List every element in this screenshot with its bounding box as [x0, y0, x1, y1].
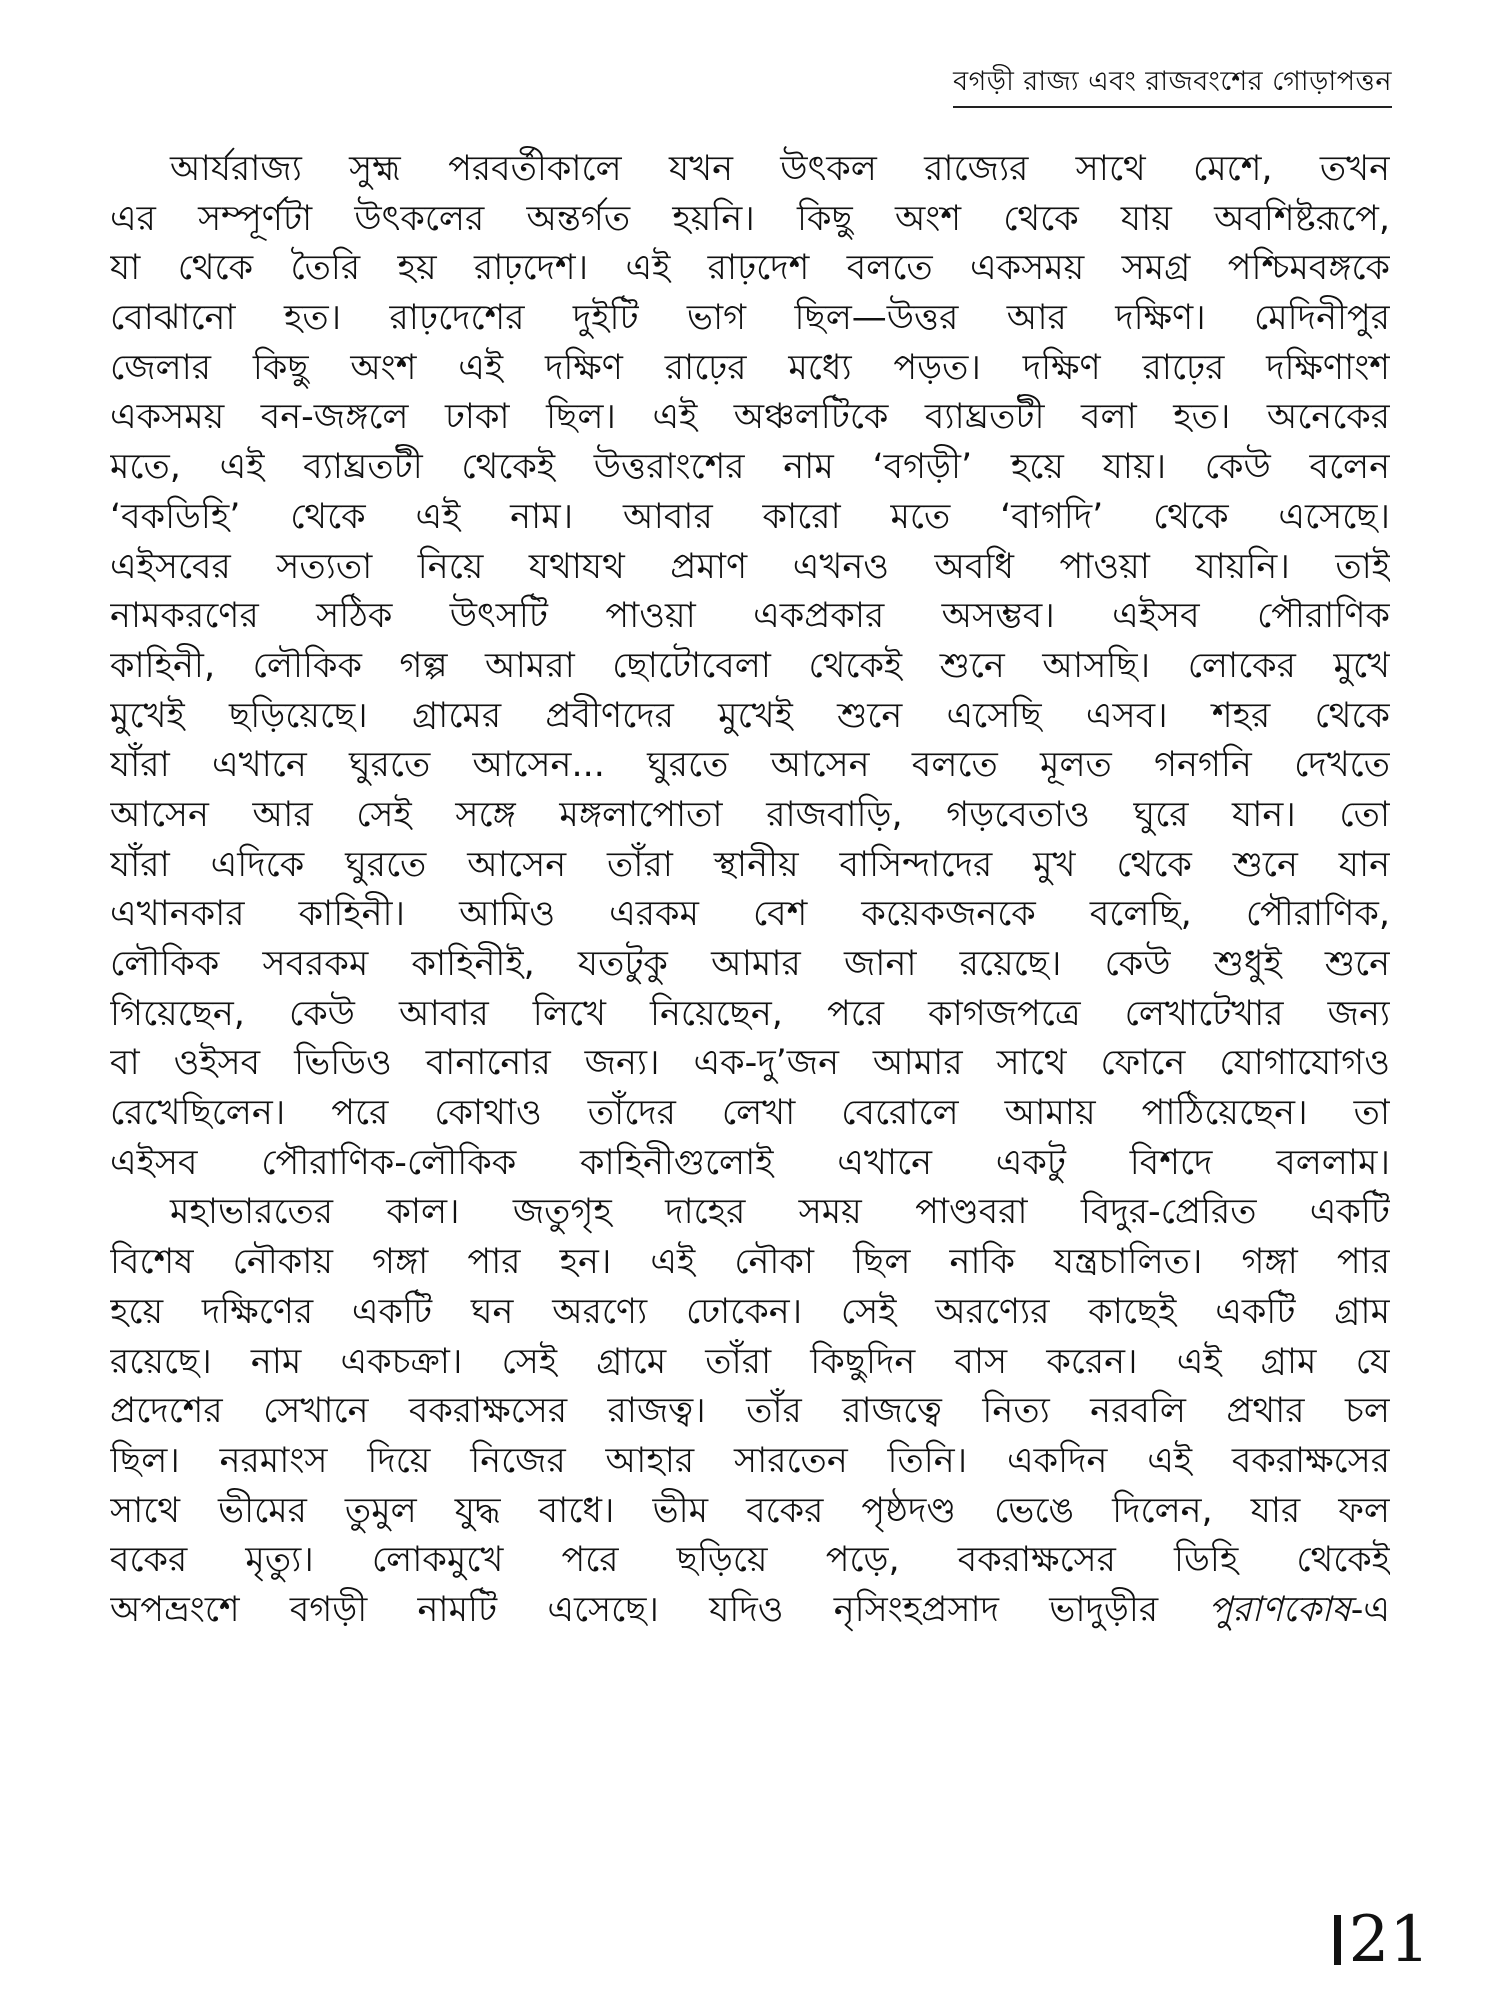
text-line: রয়েছে। নাম একচক্রা। সেই গ্রামে তাঁরা কিছুদিন বাস করেন। এই গ্রাম যে: [110, 1341, 1390, 1382]
text-line: এর সম্পূর্ণটা উৎকলের অন্তর্গত হয়নি। কিছু অংশ থেকে যায় অবশিষ্টরূপে,: [110, 198, 1390, 239]
page-number: [1334, 1903, 1430, 1977]
text-line: বকের মৃত্যু। লোকমুখে পরে ছড়িয়ে পড়ে, বকরাক্ষসের ডিহি থেকেই: [110, 1540, 1390, 1581]
text-line: রেখেছিলেন। পরে কোথাও তাঁদের লেখা বেরোলে আমায় পাঠিয়েছেন। তা: [110, 1093, 1390, 1134]
text-line: নামকরণের সঠিক উৎসটি পাওয়া একপ্রকার অসম্ভব। এইসব পৌরাণিক: [110, 596, 1390, 637]
paragraph-1: [110, 145, 1390, 1188]
text-line: প্রদেশের সেখানে বকরাক্ষসের রাজত্ব। তাঁর রাজত্বে নিত্য নরবলি প্রথার চল: [110, 1391, 1390, 1432]
text-line: বিশেষ নৌকায় গঙ্গা পার হন। এই নৌকা ছিল নাকি যন্ত্রচালিত। গঙ্গা পার: [110, 1242, 1390, 1283]
text-segment: -এ: [1350, 1589, 1390, 1630]
text-line: হয়ে দক্ষিণের একটি ঘন অরণ্যে ঢোকেন। সেই অরণ্যের কাছেই একটি গ্রাম: [110, 1291, 1390, 1332]
text-line: এইসব পৌরাণিক-লৌকিক কাহিনীগুলোই এখানে একটু বিশদে বললাম।: [110, 1142, 1390, 1183]
page-body: [110, 145, 1390, 1636]
book-title-italic: পুরাণকোষ: [1208, 1589, 1351, 1630]
text-line: সাথে ভীমের তুমুল যুদ্ধ বাধে। ভীম বকের পৃষ্ঠদণ্ড ভেঙে দিলেন, যার ফল: [110, 1490, 1390, 1531]
text-line: বোঝানো হত। রাঢ়দেশের দুইটি ভাগ ছিল—উত্তর আর দক্ষিণ। মেদিনীপুর: [110, 298, 1390, 339]
text-line: যা থেকে তৈরি হয় রাঢ়দেশ। এই রাঢ়দেশ বলতে একসময় সমগ্র পশ্চিমবঙ্গকে: [110, 248, 1390, 289]
running-header: [953, 62, 1392, 108]
text-line: মতে, এই ব্যাঘ্রতটী থেকেই উত্তরাংশের নাম ‘বগড়ী’ হয়ে যায়। কেউ বলেন: [110, 447, 1390, 488]
text-line: আসেন আর সেই সঙ্গে মঙ্গলাপোতা রাজবাড়ি, গড়বেতাও ঘুরে যান। তো: [110, 794, 1390, 835]
text-line: ছিল। নরমাংস দিয়ে নিজের আহার সারতেন তিনি। একদিন এই বকরাক্ষসের: [110, 1440, 1390, 1481]
text-line: গিয়েছেন, কেউ আবার লিখে নিয়েছেন, পরে কাগজপত্রে লেখাটেখার জন্য: [110, 993, 1390, 1034]
page-number-bar: [1334, 1915, 1341, 1965]
running-header-title: বগড়ী রাজ্য এবং রাজবংশের গোড়াপত্তন: [953, 66, 1392, 97]
text-line-final: [110, 1586, 1390, 1636]
text-line: মহাভারতের কাল। জতুগৃহ দাহের সময় পাণ্ডবরা বিদুর-প্রেরিত একটি: [170, 1192, 1390, 1233]
page-number-text: 21: [1348, 1903, 1430, 1977]
text-line: লৌকিক সবরকম কাহিনীই, যতটুকু আমার জানা রয়েছে। কেউ শুধুই শুনে: [110, 944, 1390, 984]
text-line: কাহিনী, লৌকিক গল্প আমরা ছোটোবেলা থেকেই শুনে আসছি। লোকের মুখে: [110, 645, 1390, 686]
paragraph-2: [110, 1188, 1390, 1635]
text-line: এইসবের সত্যতা নিয়ে যথাযথ প্রমাণ এখনও অবধি পাওয়া যায়নি। তাই: [110, 546, 1390, 587]
text-line: মুখেই ছড়িয়েছে। গ্রামের প্রবীণদের মুখেই শুনে এসেছি এসব। শহর থেকে: [110, 695, 1390, 736]
text-line: বা ওইসব ভিডিও বানানোর জন্য। এক-দু’জন আমার সাথে ফোনে যোগাযোগও: [110, 1043, 1390, 1084]
text-line: যাঁরা এখানে ঘুরতে আসেন... ঘুরতে আসেন বলতে মূলত গনগনি দেখতে: [110, 745, 1390, 786]
text-line: আর্যরাজ্য সুহ্ম পরবর্তীকালে যখন উৎকল রাজ্যের সাথে মেশে, তখন: [170, 149, 1390, 189]
text-line: এখানকার কাহিনী। আমিও এরকম বেশ কয়েকজনকে বলেছি, পৌরাণিক,: [110, 894, 1390, 935]
text-line: ‘বকডিহি’ থেকে এই নাম। আবার কারো মতে ‘বাগদি’ থেকে এসেছে।: [110, 496, 1390, 537]
text-segment: অপভ্রংশে বগড়ী নামটি এসেছে। যদিও নৃসিংহপ্রসাদ ভাদুড়ীর: [110, 1589, 1209, 1630]
text-line: যাঁরা এদিকে ঘুরতে আসেন তাঁরা স্থানীয় বাসিন্দাদের মুখ থেকে শুনে যান: [110, 844, 1390, 885]
text-line: জেলার কিছু অংশ এই দক্ষিণ রাঢ়ের মধ্যে পড়ত। দক্ষিণ রাঢ়ের দক্ষিণাংশ: [110, 347, 1390, 388]
text-line: একসময় বন-জঙ্গলে ঢাকা ছিল। এই অঞ্চলটিকে ব্যাঘ্রতটী বলা হত। অনেকের: [110, 397, 1390, 438]
